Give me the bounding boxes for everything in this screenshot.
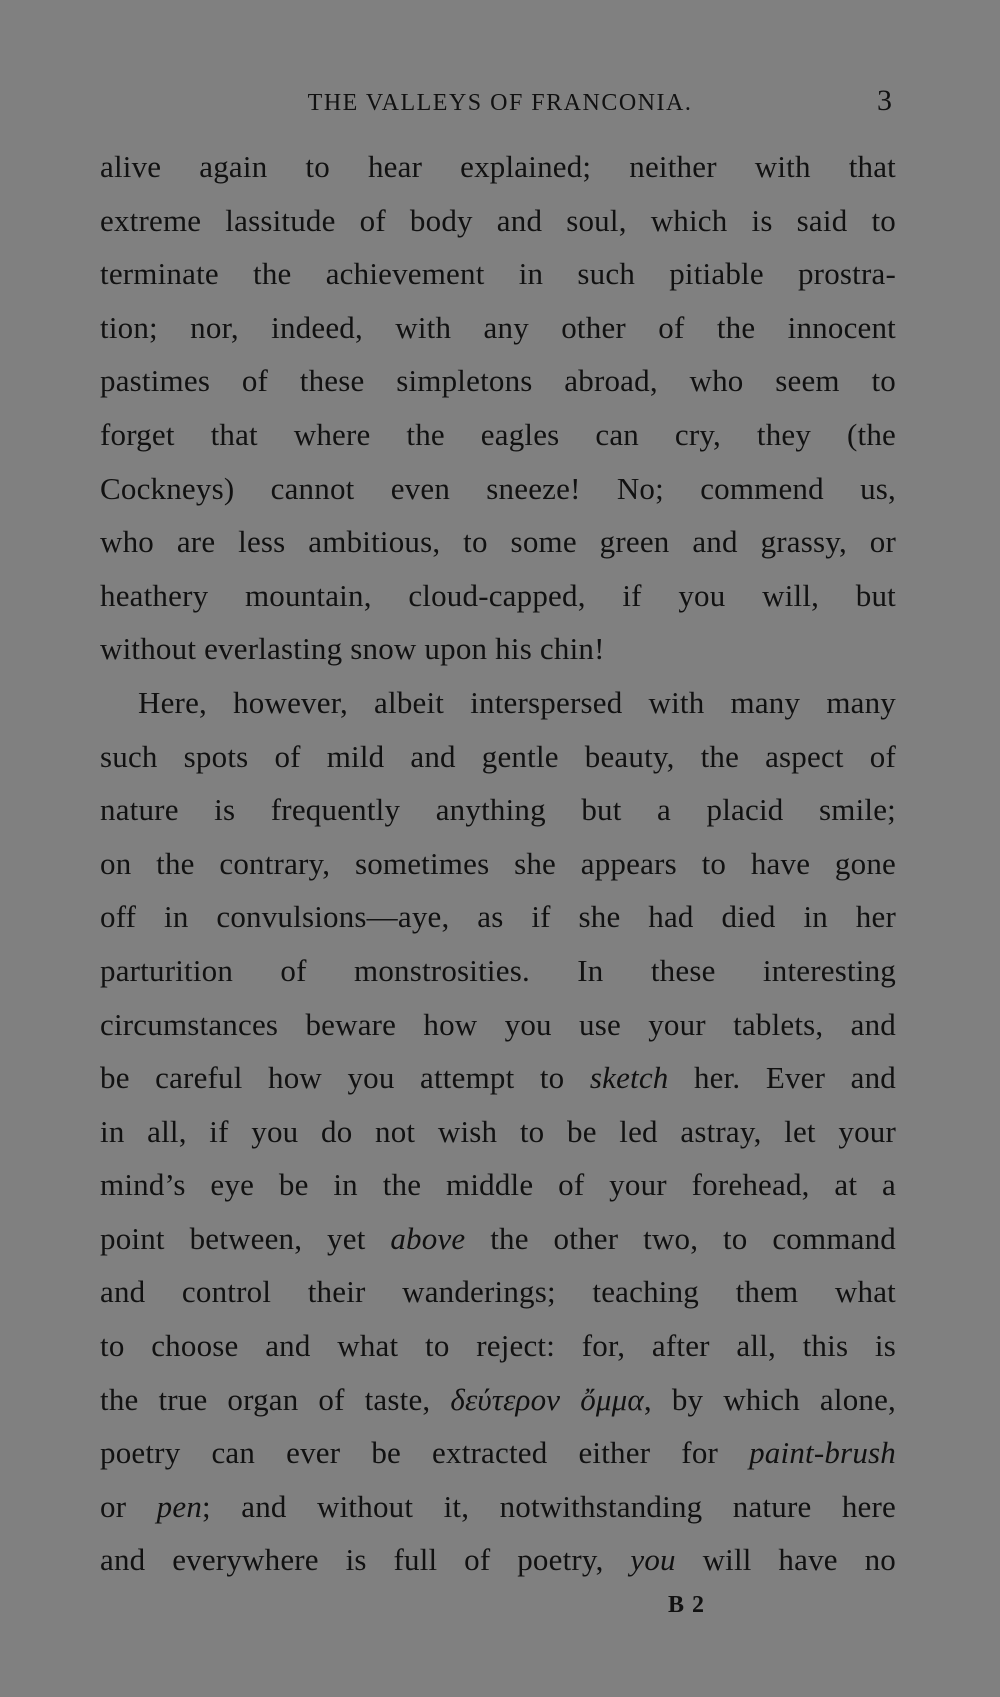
text-line: [100, 1212, 896, 1266]
signature-mark: B 2: [668, 1592, 706, 1618]
running-head: [100, 84, 900, 124]
text-line: forget that where the eagles can cry, they (the: [100, 416, 896, 452]
text-line: pastimes of these simpletons abroad, who seem to: [100, 363, 896, 399]
text-line: and control their wanderings; teaching them what: [100, 1274, 896, 1310]
text-segment: the true organ of taste,: [100, 1381, 451, 1417]
text-segment: her. Ever and: [668, 1060, 896, 1096]
text-line: off in convulsions—aye, as if she had died in her: [100, 899, 896, 935]
text-segment: or: [100, 1488, 157, 1524]
text-line: who are less ambitious, to some green and grassy, or: [100, 524, 896, 560]
text-segment: poetry can ever be extracted either for: [100, 1435, 750, 1471]
text-line: Cockneys) cannot even sneeze! No; commend us,: [100, 470, 896, 506]
italic-word: you: [630, 1542, 676, 1578]
text-line: terminate the achievement in such pitiable prostra-: [100, 256, 896, 292]
text-line: tion; nor, indeed, with any other of the innocent: [100, 309, 896, 345]
text-line: [100, 1373, 896, 1427]
italic-word: above: [390, 1220, 466, 1256]
text-line: parturition of monstrosities. In these interesting: [100, 952, 896, 988]
italic-word: paint-brush: [749, 1435, 896, 1471]
text-line: nature is frequently anything but a placid smile;: [100, 792, 896, 828]
text-line: alive again to hear explained; neither with that: [100, 149, 896, 184]
text-line: circumstances beware how you use your tablets, and: [100, 1006, 896, 1042]
text-line: [100, 1426, 896, 1480]
text-segment: and everywhere is full of poetry,: [100, 1542, 631, 1578]
text-segment: , by which alone,: [643, 1381, 896, 1417]
text-line: to choose and what to reject: for, after all, this is: [100, 1328, 896, 1364]
running-title: THE VALLEYS OF FRANCONIA.: [307, 90, 693, 116]
text-line: [100, 1533, 896, 1587]
text-line: such spots of mild and gentle beauty, the aspect of: [100, 738, 896, 774]
text-line: [100, 1051, 896, 1105]
text-line: in all, if you do not wish to be led astray, let your: [100, 1113, 896, 1149]
text-segment: point between, yet: [100, 1220, 391, 1256]
italic-word: pen: [156, 1488, 203, 1524]
text-segment: the other two, to command: [465, 1220, 896, 1256]
text-line: mind’s eye be in the middle of your forehead, at a: [100, 1167, 896, 1203]
greek-phrase: δεύτερον ὄμμα: [450, 1381, 644, 1417]
text-segment: be careful how you attempt to: [100, 1060, 590, 1096]
text-line: heathery mountain, cloud-capped, if you will, but: [100, 577, 896, 613]
text-segment: ; and without it, notwithstanding nature here: [202, 1488, 896, 1524]
paragraph-start-line: Here, however, albeit interspersed with many many: [138, 684, 896, 720]
body-text: [100, 140, 896, 1587]
page-number: 3: [877, 84, 892, 117]
text-line: on the contrary, sometimes she appears to have gone: [100, 845, 896, 881]
text-line: [100, 1480, 896, 1534]
text-line: extreme lassitude of body and soul, which is said to: [100, 202, 896, 238]
text-segment: will have no: [675, 1542, 896, 1578]
paragraph-end-line: without everlasting snow upon his chin!: [100, 631, 605, 667]
italic-word: sketch: [589, 1060, 669, 1096]
